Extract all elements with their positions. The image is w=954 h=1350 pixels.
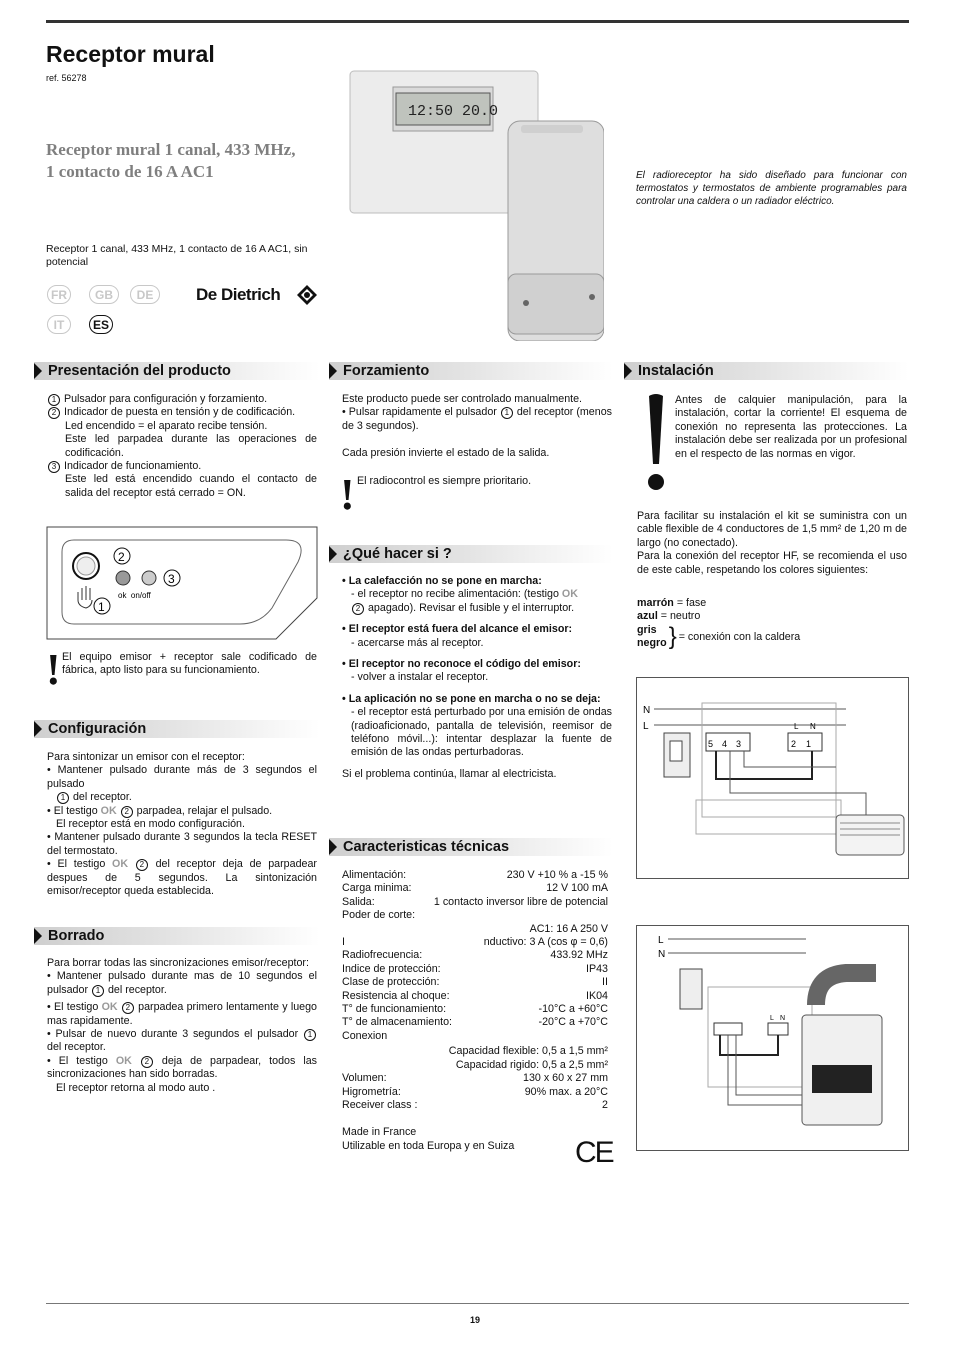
svg-text:L: L <box>643 721 649 732</box>
page-number: 19 <box>470 1315 481 1325</box>
forzamiento-text: Este producto puede ser controlado manualmente. • Pulsar rapidamente el pulsador 1 del receptor (menos de 3 segundos). Cada presión invierte el estado de la salida. <box>342 393 612 460</box>
large-warning-exclamation-icon <box>644 392 668 492</box>
svg-text:L: L <box>658 935 664 946</box>
table-row: Clase de protección: II <box>342 976 608 989</box>
svg-text:L: L <box>770 1015 774 1022</box>
table-row: Resistencia al choque: IK04 <box>342 989 608 1002</box>
lang-fr-badge[interactable]: FR <box>47 285 71 304</box>
table-row: T° de funcionamiento: -10°C a +60°C <box>342 1003 608 1016</box>
table-row: Salida: 1 contacto inversor libre de potencial <box>342 895 608 908</box>
svg-text:4: 4 <box>722 739 728 749</box>
ce-mark-icon: CE <box>575 1136 613 1169</box>
brand-logo: De Dietrich <box>196 285 281 304</box>
section-header-configuracion: Configuración <box>34 720 320 738</box>
table-row: Poder de corte: <box>342 909 416 922</box>
table-row: Volumen: 130 x 60 x 27 mm <box>342 1072 608 1085</box>
wiring-diagram-radiator <box>636 677 909 879</box>
brand-diamond-icon <box>296 284 318 306</box>
radiocontrol-note: El radiocontrol es siempre prioritario. <box>357 475 532 487</box>
section-arrow-icon <box>329 363 337 379</box>
table-row: Radiofrecuencia: 433.92 MHz <box>342 949 608 962</box>
table-row: T° de almacenamiento: -20°C a +70°C <box>342 1016 608 1029</box>
configuracion-text: Para sintonizar un emisor con el receptor: • Mantener pulsado durante más de 3 segundos el pulsado 1 del receptor. • El testigo OK 2 parpadea, relajar el pulsado. El receptor está en modo configuración. • Mantener pulsado durante 3 segundos la tecla RESET del termostato. • El testigo OK 2 del receptor deja de parpadear despues de 5 segundos. La sintonización emisor/receptor queda establecida. <box>47 751 318 898</box>
specs-table <box>342 869 608 1153</box>
svg-text:N: N <box>658 949 666 960</box>
svg-text:N: N <box>643 705 651 716</box>
table-row: Higrometría: 90% max. a 20°C <box>342 1085 608 1098</box>
table-row: Carga minima: 12 V 100 mA <box>342 882 608 895</box>
section-header-instalacion: Instalación <box>624 362 909 380</box>
section-arrow-icon <box>329 546 337 562</box>
table-row: Indice de protección: IP43 <box>342 962 608 975</box>
wire-colors: marrón = fase azul = neutro gris negro } = conexión con la caldera <box>637 597 801 651</box>
warning-exclamation-icon: ! <box>46 645 61 694</box>
section-header-presentacion: Presentación del producto <box>34 362 320 380</box>
bottom-rule <box>46 1303 909 1304</box>
top-rule <box>46 20 909 23</box>
svg-text:L: L <box>794 722 799 731</box>
table-row: AC1: 16 A 250 V <box>529 922 608 935</box>
section-header-caracteristicas: Caracteristicas técnicas <box>329 838 613 856</box>
reference-number: ref. 56278 <box>46 73 87 83</box>
section-arrow-icon <box>34 721 42 737</box>
section-arrow-icon <box>624 363 632 379</box>
section-header-forzamiento: Forzamiento <box>329 362 613 380</box>
svg-text:N: N <box>780 1015 786 1022</box>
receiver-description: Receptor 1 canal, 433 MHz, 1 contacto de 16 A AC1, sin potencial <box>46 243 308 268</box>
wiring-diagram-boiler <box>636 925 909 1151</box>
que-hacer-text: • La calefacción no se pone en marcha: - el receptor no recibe alimentación: (testigo OK 2 apagado). Revisar el fusible y el interruptor. • El receptor está fuera del alcance el emisor: - acercarse más al receptor. • El receptor no reconoce el código del emisor: - volver a instalar el receptor. • La aplicación no se pone en marcha o no se deja: - el receptor está perturbado por una emisión de ondas (radioaficionado, pantalla de televisión, reemisor de teléfono móvil...): intentar desplazar la fuente de emisión de las ondas perturbadoras. Si el problema continúa, llamar al electricista. <box>342 575 612 780</box>
table-row: Alimentación: 230 V +10 % a -15 % <box>342 869 608 881</box>
svg-text:3: 3 <box>736 739 742 749</box>
section-header-borrado: Borrado <box>34 927 320 945</box>
table-row: Conexion <box>342 1029 388 1042</box>
lang-de-badge[interactable]: DE <box>130 285 160 304</box>
svg-text:2: 2 <box>791 739 797 749</box>
section-arrow-icon <box>329 839 337 855</box>
installation-warning: Antes de calquier manipulación, para la instalación, cortar la corriente! El esquema de conexión no representa las protecciones. La instalación debe ser realizada por un profesional en el respecto de las normas en vigor. <box>675 394 907 460</box>
label-2: 2 <box>118 550 125 564</box>
lang-it-badge[interactable]: IT <box>47 315 71 334</box>
factory-coded-note: El equipo emisor + receptor sale codificado de fábrica, apto listo para su funcionamiento. <box>62 651 317 677</box>
warning-exclamation-icon: ! <box>340 470 355 519</box>
svg-text:5: 5 <box>708 739 714 749</box>
usable-label: Utilizable en toda Europa y en Suiza <box>342 1139 515 1152</box>
table-row: Capacidad rigido: 0,5 a 2,5 mm² <box>455 1058 608 1071</box>
svg-text:1: 1 <box>806 739 812 749</box>
list-item: 3 Indicador de funcionamiento. <box>47 460 317 473</box>
table-row: I nductivo: 3 A (cos φ = 0,6) <box>342 936 608 949</box>
product-subtitle: Receptor mural 1 canal, 433 MHz, 1 contacto de 16 A AC1 <box>46 140 296 181</box>
section-header-que-hacer: ¿Qué hacer si ? <box>329 545 613 563</box>
section-arrow-icon <box>34 928 42 944</box>
receiver-face-diagram <box>46 526 318 640</box>
device-screen-text: 12:50 20.0 <box>408 103 499 120</box>
lang-es-badge[interactable]: ES <box>89 315 113 334</box>
page-title: Receptor mural <box>46 41 215 67</box>
intro-text: El radioreceptor ha sido diseñado para funcionar con termostatos y termostatos de ambiente programables para controlar una caldera o un radiador eléctrico. <box>636 170 907 207</box>
table-row: Capacidad flexible: 0,5 a 1,5 mm² <box>448 1045 608 1058</box>
borrado-text: Para borrar todas las sincronizaciones emisor/receptor: • Mantener pulsado durante mas de 10 segundos el pulsador 1 del receptor. • El testigo OK 2 parpadea primero lentamente y luego mas rapidamente. • Pulsar de nuevo durante 3 segundos el pulsador 1 del receptor. • El testigo OK 2 deja de parpadear, todos las sincronizaciones han sido borradas. El receptor retorna al modo auto . <box>47 957 317 1094</box>
table-row: Receiver class : 2 <box>342 1098 608 1111</box>
list-item: 2 Indicador de puesta en tensión y de codificación. <box>47 406 317 419</box>
presentacion-list: 1 Pulsador para configuración y forzamiento. 2 Indicador de puesta en tensión y de codificación. Led encendido = el aparato recibe tensión. Este led parpadea durante las operaciones de codificación. 3 Indicador de funcionamiento. Este led está encendido cuando el contacto de salida del receptor está cerrado = ON. <box>47 393 317 500</box>
installation-text: Para facilitar su instalación el kit se suministra con un cable flexible de 4 conductores de 1,5 mm² de 1,20 m de largo (no conectado). Para la conexión del receptor HF, se recomienda el uso de este cable, respetando los colores siguientes: <box>637 510 907 576</box>
led-labels: ok on/off <box>118 591 151 600</box>
svg-text:N: N <box>810 722 816 731</box>
label-3: 3 <box>168 572 175 586</box>
list-item: 1 Pulsador para configuración y forzamiento. <box>47 393 317 406</box>
product-photo <box>348 69 604 341</box>
section-arrow-icon <box>34 363 42 379</box>
label-1: 1 <box>98 600 105 614</box>
made-in-label: Made in France <box>342 1126 417 1139</box>
lang-gb-badge[interactable]: GB <box>89 285 119 304</box>
